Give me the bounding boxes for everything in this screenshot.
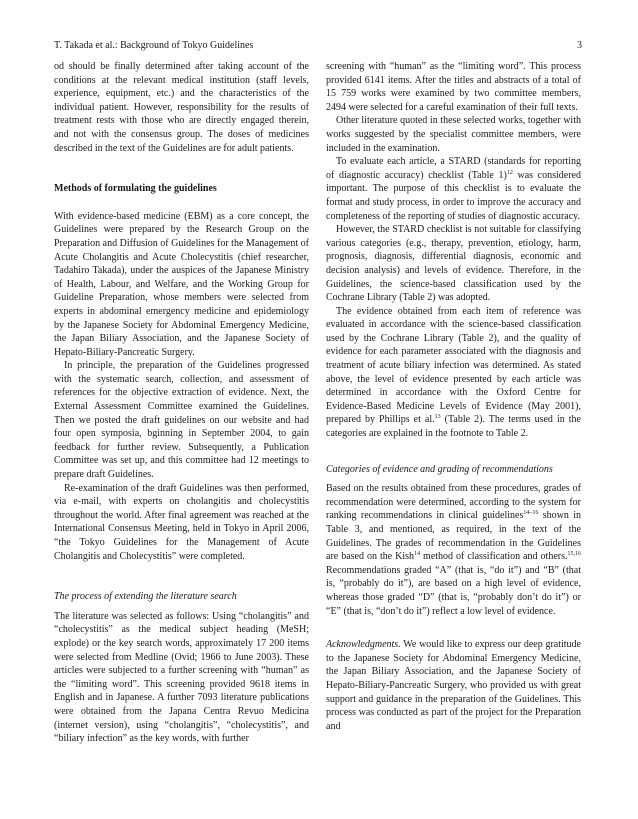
paragraph-acknowledgments (326, 638, 581, 733)
acknowledgments-label: Acknowledgments. (326, 639, 401, 651)
stard-text: To evaluate each article, a STARD (standards for reporting of diagnostic accuracy) checklist (Table 1) (326, 156, 581, 181)
citation-15-16: 15,16 (567, 551, 581, 558)
paragraph-cochrane: However, the STARD checklist is not suitable for classifying various categories (e.g., therapy, prevention, etiology, harm, prognosis, diagnosis, differential diagnosis, economic and decision analysis) and levels of evidence. Therefore, in the Guidelines, the science-based classification used by the Cochrane Library (Table 2) was adopted. (326, 224, 581, 304)
paragraph-grades (326, 482, 581, 618)
page-number: 3 (577, 40, 582, 51)
subsection-heading-categories: Categories of evidence and grading of recommendations (326, 463, 553, 475)
citation-14: 14 (414, 551, 421, 558)
paragraph-ebm: With evidence-based medicine (EBM) as a core concept, the Guidelines were prepared by the Research Group on the Preparation and Diffusion of Guidelines for the Management of Acute Cholangitis and Acute Cholecystitis (chief researcher, Tadahiro Takada), under the auspices of the Japanese Ministry of Health, Labour, and Welfare, and the Working Group for Guideline Preparation, whose members were selected from experts in abdominal emergency medicine and epidemiology by the Japanese Society for Abdominal Emergency Medicine, the Japan Biliary Association, and the Japanese Society of Hepato-Biliary-Pancreatic Surgery. (54, 210, 309, 358)
paragraph-other-literature: Other literature quoted in these selected works, together with works suggested by the specialist committee members, were included in the examination. (326, 115, 581, 154)
evidence-text-cont: (Table 2). The terms used in the categories are explained in the footnote to Table 2. (326, 414, 581, 440)
paragraph-preparation: In principle, the preparation of the Guidelines progressed with the systematic search, collection, and assessment of references for the objective extraction of evidence. Next, the External Assessment Committee examined the Guidelines. Then we posted the draft guidelines on our website and had four open symposia, bginning in September 2004, to gain feedback for further review. Subsequently, a Publication Committee was set up, and this committee had 12 meetings to prepare draft Guidelines. (54, 360, 309, 481)
left-column (54, 60, 309, 746)
right-column (326, 60, 581, 733)
paragraph-reexamination: Re-examination of the draft Guidelines was then performed, via e-mail, with experts on cholangitis and cholecystitis throughout the world. After final agreement was reached at the International Consensus Meeting, held in Tokyo in April 2006, “the Tokyo Guidelines for the Management of Acute Cholangitis and Cholecystitis” were completed. (54, 482, 309, 562)
paragraph-stard (326, 155, 581, 223)
paragraph-continuation: od should be finally determined after taking account of the conditions at the relevant medical institution (staff levels, experience, equipment, etc.) and the characteristics of the individual patient. However, responsibility for the results of treatment rests with those who are directly engaged therein, and not with the consensus group. The doses of medicines described in the text of the Guidelines are for adult patients. (54, 61, 309, 154)
running-head: T. Takada et al.: Background of Tokyo Guidelines (54, 40, 254, 51)
paragraph-screening: screening with “human” as the “limiting word”. This process provided 6141 items. After the titles and abstracts of a total of 15 759 works were examined by two committee members, 2494 were selected for a careful examination of their full texts. (326, 61, 581, 113)
grades-text-mid2: method of classification and others. (420, 551, 568, 563)
section-heading-methods: Methods of formulating the guidelines (54, 183, 217, 195)
citation-13: 13 (434, 414, 441, 421)
subsection-heading-literature-search: The process of extending the literature search (54, 591, 237, 603)
acknowledgments-text: We would like to express our deep gratitude to the Japanese Society for Abdominal Emergency Medicine, the Japan Biliary Association, and the Japanese Society of Hepato-Biliary-Pancreatic Surgery, who provided us with great support and guidance in the preparation of the Guidelines. This process was conducted as part of the project for the Preparation and (326, 639, 581, 732)
grades-text-end: Recommendations graded “A” (that is, “do it”) and “B” (that is, “probably do it”), are based on a high level of evidence, whereas those graded “D” (that is, “probably don’t do it”) or “E” (that is, “don’t do it”) reflect a low level of evidence. (326, 564, 581, 617)
grades-text: Based on the results obtained from these procedures, grades of recommendation were determined, according to the system for ranking recommendations in clinical guidelines (326, 483, 581, 522)
stard-text-cont: was considered important. The purpose of this checklist is to evaluate the format and study process, in order to improve the accuracy and completeness of the reporting of studies of diagnostic accuracy. (326, 169, 581, 222)
paragraph-evidence (326, 305, 581, 441)
paragraph-literature-selection: The literature was selected as follows: Using “cholangitis” and “cholecystitis” as the medical subject heading (MeSH; explode) or the key search words, approximately 17 200 items were selected from Medline (Ovid; 1966 to June 2003). These articles were subjected to a further screening with “human” as the “limiting word”. This screening provided 9618 items in English and in Japanese. A further 7093 literature publications were obtained from the Japana Centra Revuo Medicina (internet version), using “cholangitis”, “cholecystitis”, and “biliary infection” as the key words, with further (54, 610, 309, 745)
citation-14-16: 14–16 (523, 510, 539, 517)
evidence-text: The evidence obtained from each item of reference was evaluated in accordance with the science-based classification used by the Cochrane Library (Table 2), and the quality of evidence for each parameter associated with the diagnosis and treatment of acute biliary infection was determined. As stated above, the level of evidence presented by each article was determined in accordance with the Oxford Centre for Evidence-Based Medicine Levels of Evidence (May 2001), prepared by Phillips et al. (326, 305, 581, 426)
citation-12: 12 (506, 169, 513, 176)
grades-text-mid: shown in Table 3, and mentioned, as required, in the text of the Guidelines. The grades of recommendation in the Guidelines are based on the Kish (326, 510, 581, 563)
